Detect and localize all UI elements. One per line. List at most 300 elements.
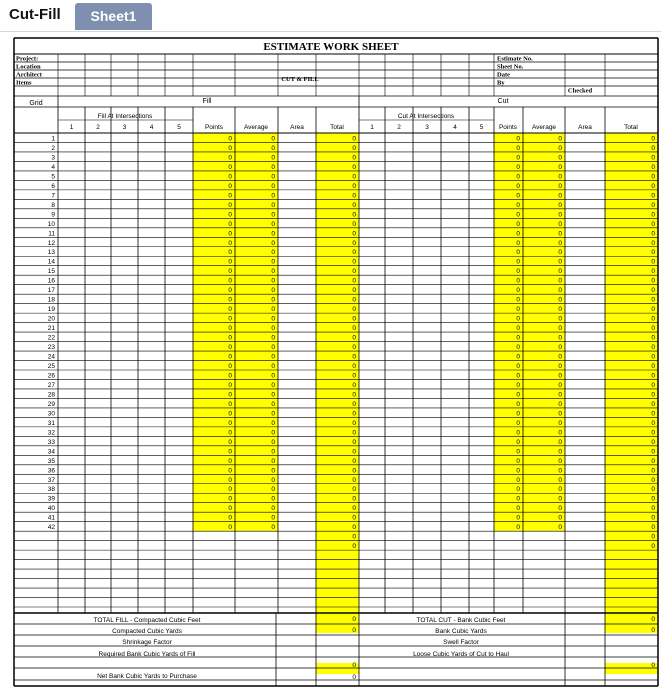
cut-average-value: 0 <box>558 524 562 532</box>
cut-summary-value: 0 <box>651 616 655 623</box>
cut-points-value: 0 <box>516 353 520 361</box>
cut-points-value: 0 <box>516 258 520 266</box>
fill-total-value: 0 <box>352 476 356 484</box>
cut-average-value: 0 <box>558 163 562 171</box>
row-number: 2 <box>51 144 55 152</box>
fill-total-value: 0 <box>352 135 356 143</box>
fill-points-value: 0 <box>228 163 232 171</box>
cut-average-value: 0 <box>558 249 562 257</box>
cut-average-value: 0 <box>558 258 562 266</box>
fill-summary-value: 0 <box>352 662 356 669</box>
cut-points-value: 0 <box>516 438 520 446</box>
fill-total-value: 0 <box>352 400 356 408</box>
cut-points-value: 0 <box>516 457 520 465</box>
fill-summary-label: TOTAL FILL - Compacted Cubic Feet <box>93 617 201 624</box>
fill-average-value: 0 <box>271 287 275 295</box>
fill-total-header: Total <box>330 124 344 131</box>
sheet-title: ESTIMATE WORK SHEET <box>263 41 399 53</box>
fill-points-value: 0 <box>228 514 232 522</box>
fill-average-value: 0 <box>271 438 275 446</box>
header-label: Date <box>497 71 510 79</box>
cut-summary-label: TOTAL CUT - Bank Cubic Feet <box>416 617 506 624</box>
row-number: 20 <box>47 315 55 323</box>
cut-average-value: 0 <box>558 467 562 475</box>
fill-average-value: 0 <box>271 400 275 408</box>
cut-total-value: 0 <box>651 467 655 475</box>
cut-total-value: 0 <box>651 448 655 456</box>
cut-area-header: Area <box>578 124 592 131</box>
fill-average-value: 0 <box>271 144 275 152</box>
cut-summary-value: 0 <box>651 662 655 669</box>
cut-points-value: 0 <box>516 154 520 162</box>
cut-points-value: 0 <box>516 419 520 427</box>
cut-points-value: 0 <box>516 173 520 181</box>
row-number: 40 <box>47 505 55 513</box>
fill-points-value: 0 <box>228 363 232 370</box>
cut-points-value: 0 <box>516 287 520 295</box>
fill-average-value: 0 <box>271 315 275 323</box>
cut-fill-label: CUT & FILL <box>281 76 319 83</box>
fill-points-value: 0 <box>228 211 232 219</box>
row-number: 27 <box>47 381 55 389</box>
fill-average-value: 0 <box>271 524 275 532</box>
cut-average-value: 0 <box>558 381 562 389</box>
cut-average-value: 0 <box>558 372 562 380</box>
cut-average-value: 0 <box>558 211 562 219</box>
fill-total-value: 0 <box>352 230 356 238</box>
row-number: 41 <box>47 514 55 522</box>
cut-average-value: 0 <box>558 334 562 342</box>
cut-average-value: 0 <box>558 419 562 427</box>
fill-intersection-number: 5 <box>177 124 181 131</box>
cut-total-value: 0 <box>651 325 655 333</box>
row-number: 36 <box>47 467 55 475</box>
cut-average-value: 0 <box>558 410 562 418</box>
fill-intersections-label: Fill At Intersections <box>97 113 153 120</box>
cut-points-value: 0 <box>516 344 520 352</box>
row-number: 32 <box>47 429 55 437</box>
cut-total-value: 0 <box>651 277 655 285</box>
fill-total-value: 0 <box>352 353 356 361</box>
cut-average-value: 0 <box>558 505 562 513</box>
fill-average-value: 0 <box>271 429 275 437</box>
cut-points-value: 0 <box>516 239 520 247</box>
cut-average-value: 0 <box>558 438 562 446</box>
row-number: 37 <box>47 476 55 484</box>
cut-average-value: 0 <box>558 476 562 484</box>
cut-points-value: 0 <box>516 230 520 238</box>
fill-points-value: 0 <box>228 410 232 418</box>
cut-total-sum: 0 <box>651 533 655 541</box>
cut-points-value: 0 <box>516 363 520 370</box>
fill-summary-label: Net Bank Cubic Yards to Purchase <box>97 673 197 680</box>
cut-summary-value: 0 <box>651 627 655 634</box>
row-number: 39 <box>47 495 55 503</box>
fill-summary-label: Required Bank Cubic Yards of Fill <box>98 651 196 658</box>
fill-label: Fill <box>202 98 212 105</box>
fill-points-value: 0 <box>228 391 232 399</box>
cut-total-value: 0 <box>651 524 655 532</box>
row-number: 18 <box>47 296 55 304</box>
fill-total-value: 0 <box>352 268 356 276</box>
cut-average-value: 0 <box>558 220 562 228</box>
fill-area-header: Area <box>290 124 304 131</box>
fill-average-value: 0 <box>271 239 275 247</box>
cut-average-value: 0 <box>558 154 562 162</box>
fill-summary-value: 0 <box>352 674 356 681</box>
row-number: 6 <box>51 182 55 190</box>
cut-average-value: 0 <box>558 486 562 494</box>
fill-average-value: 0 <box>271 486 275 494</box>
fill-total-value: 0 <box>352 258 356 266</box>
cut-points-value: 0 <box>516 372 520 380</box>
fill-intersection-number: 3 <box>122 124 127 131</box>
cut-points-value: 0 <box>516 514 520 522</box>
cut-total-value: 0 <box>651 258 655 266</box>
cut-total-value: 0 <box>651 400 655 408</box>
fill-points-value: 0 <box>228 306 232 314</box>
row-number: 42 <box>47 524 55 532</box>
fill-average-value: 0 <box>271 344 275 352</box>
fill-average-value: 0 <box>271 334 275 342</box>
row-number: 11 <box>48 230 55 238</box>
fill-total-value: 0 <box>352 467 356 475</box>
fill-total-value: 0 <box>352 344 356 352</box>
fill-points-value: 0 <box>228 287 232 295</box>
fill-total-value: 0 <box>352 429 356 437</box>
row-number: 24 <box>47 353 55 361</box>
cut-total-value: 0 <box>651 268 655 276</box>
row-number: 28 <box>47 391 55 399</box>
fill-average-value: 0 <box>271 277 275 285</box>
fill-total-value: 0 <box>352 296 356 304</box>
row-number: 34 <box>47 448 55 456</box>
fill-total-value: 0 <box>352 391 356 399</box>
cut-total-value: 0 <box>651 429 655 437</box>
cut-total-value: 0 <box>651 182 655 190</box>
cut-total-value: 0 <box>651 391 655 399</box>
app-title: Cut-Fill <box>9 6 61 23</box>
cut-points-value: 0 <box>516 325 520 333</box>
fill-points-value: 0 <box>228 400 232 408</box>
cut-average-value: 0 <box>558 239 562 247</box>
row-number: 31 <box>47 419 55 427</box>
fill-total-value: 0 <box>352 173 356 181</box>
fill-points-header: Points <box>204 124 224 131</box>
fill-points-value: 0 <box>228 419 232 427</box>
cut-average-value: 0 <box>558 344 562 352</box>
cut-total-value: 0 <box>651 287 655 295</box>
fill-total-value: 0 <box>352 334 356 342</box>
fill-summary-value: 0 <box>352 616 356 623</box>
fill-total-value: 0 <box>352 239 356 247</box>
fill-average-value: 0 <box>271 372 275 380</box>
cut-points-value: 0 <box>516 249 520 257</box>
row-number: 1 <box>51 135 55 143</box>
fill-average-value: 0 <box>271 325 275 333</box>
cut-total-value: 0 <box>651 334 655 342</box>
fill-total-value: 0 <box>352 448 356 456</box>
cut-points-value: 0 <box>516 400 520 408</box>
fill-points-value: 0 <box>228 325 232 333</box>
fill-total-value: 0 <box>352 495 356 503</box>
fill-summary-value: 0 <box>352 627 356 634</box>
cut-points-value: 0 <box>516 524 520 532</box>
row-number: 25 <box>47 363 55 370</box>
fill-average-value: 0 <box>271 296 275 304</box>
checked-label: Checked <box>567 87 593 95</box>
fill-average-value: 0 <box>271 135 275 143</box>
fill-total-value: 0 <box>352 277 356 285</box>
fill-points-value: 0 <box>228 173 232 181</box>
fill-points-value: 0 <box>228 467 232 475</box>
fill-points-value: 0 <box>228 249 232 257</box>
fill-total-value: 0 <box>352 220 356 228</box>
cut-points-value: 0 <box>516 135 520 143</box>
cut-average-value: 0 <box>558 268 562 276</box>
cut-points-value: 0 <box>516 476 520 484</box>
cut-average-value: 0 <box>558 182 562 190</box>
cut-total-sum: 0 <box>651 543 655 551</box>
fill-average-value: 0 <box>271 381 275 389</box>
fill-total-value: 0 <box>352 249 356 257</box>
fill-total-value: 0 <box>352 144 356 152</box>
row-number: 7 <box>51 192 55 200</box>
cut-average-value: 0 <box>558 277 562 285</box>
cut-average-value: 0 <box>558 201 562 209</box>
fill-average-value: 0 <box>271 201 275 209</box>
fill-intersection-number: 2 <box>96 124 100 131</box>
cut-points-value: 0 <box>516 334 520 342</box>
cut-points-value: 0 <box>516 495 520 503</box>
row-number: 33 <box>47 438 55 446</box>
fill-average-value: 0 <box>271 220 275 228</box>
fill-points-value: 0 <box>228 334 232 342</box>
cut-summary-label: Bank Cubic Yards <box>435 628 487 635</box>
row-number: 15 <box>47 268 55 276</box>
cut-points-value: 0 <box>516 391 520 399</box>
cut-average-value: 0 <box>558 287 562 295</box>
cut-total-value: 0 <box>651 410 655 418</box>
cut-points-value: 0 <box>516 144 520 152</box>
cut-average-value: 0 <box>558 135 562 143</box>
fill-total-value: 0 <box>352 372 356 380</box>
cut-label: Cut <box>497 98 509 105</box>
fill-total-value: 0 <box>352 505 356 513</box>
row-number: 17 <box>47 287 55 295</box>
row-number: 3 <box>51 154 55 162</box>
fill-points-value: 0 <box>228 524 232 532</box>
cut-total-value: 0 <box>651 457 655 465</box>
fill-points-value: 0 <box>228 344 232 352</box>
cut-average-value: 0 <box>558 325 562 333</box>
cut-total-value: 0 <box>651 144 655 152</box>
cut-intersection-number: 5 <box>479 124 484 131</box>
fill-total-value: 0 <box>352 192 356 200</box>
fill-summary-label: Shrinkage Factor <box>122 639 172 646</box>
header-label: Estimate No. <box>497 55 533 63</box>
fill-points-value: 0 <box>228 201 232 209</box>
header-label: Architect <box>16 71 42 79</box>
fill-points-value: 0 <box>228 505 232 513</box>
cut-points-value: 0 <box>516 315 520 323</box>
fill-total-value: 0 <box>352 524 356 532</box>
fill-average-value: 0 <box>271 182 275 190</box>
row-number: 13 <box>47 249 55 257</box>
fill-average-value: 0 <box>271 268 275 276</box>
fill-points-value: 0 <box>228 372 232 380</box>
cut-total-value: 0 <box>651 486 655 494</box>
row-number: 22 <box>47 334 55 342</box>
cut-total-value: 0 <box>651 154 655 162</box>
fill-points-value: 0 <box>228 448 232 456</box>
fill-average-value: 0 <box>271 410 275 418</box>
fill-intersection-number: 1 <box>69 124 74 131</box>
fill-average-value: 0 <box>271 391 275 399</box>
fill-average-value: 0 <box>271 163 275 171</box>
header-label: Sheet No. <box>497 63 524 71</box>
header-label: Items <box>16 79 32 87</box>
fill-average-value: 0 <box>271 192 275 200</box>
cut-total-value: 0 <box>651 230 655 238</box>
cut-total-value: 0 <box>651 211 655 219</box>
row-number: 38 <box>47 486 55 494</box>
fill-intersection-number: 4 <box>149 124 154 131</box>
fill-points-value: 0 <box>228 220 232 228</box>
cut-average-value: 0 <box>558 173 562 181</box>
fill-average-value: 0 <box>271 154 275 162</box>
cut-total-value: 0 <box>651 173 655 181</box>
row-number: 21 <box>47 325 55 333</box>
fill-average-value: 0 <box>271 306 275 314</box>
cut-average-value: 0 <box>558 192 562 200</box>
fill-average-value: 0 <box>271 495 275 503</box>
fill-total-value: 0 <box>352 438 356 446</box>
cut-average-value: 0 <box>558 230 562 238</box>
fill-points-value: 0 <box>228 381 232 389</box>
fill-points-value: 0 <box>228 315 232 323</box>
cut-total-value: 0 <box>651 249 655 257</box>
cut-average-value: 0 <box>558 429 562 437</box>
fill-total-value: 0 <box>352 419 356 427</box>
cut-summary-label: Loose Cubic Yards of Cut to Haul <box>413 651 509 658</box>
cut-total-value: 0 <box>651 505 655 513</box>
cut-total-header: Total <box>624 124 638 131</box>
cut-intersection-number: 1 <box>370 124 374 131</box>
cut-average-value: 0 <box>558 144 562 152</box>
cut-points-value: 0 <box>516 296 520 304</box>
cut-total-value: 0 <box>651 135 655 143</box>
fill-points-value: 0 <box>228 438 232 446</box>
cut-intersections-label: Cut At Intersections <box>397 113 455 120</box>
header-label: By <box>497 79 505 87</box>
cut-points-value: 0 <box>516 410 520 418</box>
row-number: 4 <box>51 163 55 171</box>
fill-total-value: 0 <box>352 315 356 323</box>
cut-average-value: 0 <box>558 363 562 370</box>
fill-points-value: 0 <box>228 182 232 190</box>
cut-total-value: 0 <box>651 372 655 380</box>
cut-average-value: 0 <box>558 448 562 456</box>
fill-total-value: 0 <box>352 163 356 171</box>
fill-total-value: 0 <box>352 486 356 494</box>
fill-average-value: 0 <box>271 457 275 465</box>
cut-average-value: 0 <box>558 457 562 465</box>
fill-average-value: 0 <box>271 249 275 257</box>
row-number: 8 <box>51 201 55 209</box>
row-number: 35 <box>47 457 55 465</box>
cut-total-value: 0 <box>651 192 655 200</box>
cut-total-value: 0 <box>651 495 655 503</box>
cut-points-value: 0 <box>516 486 520 494</box>
fill-points-value: 0 <box>228 135 232 143</box>
fill-points-value: 0 <box>228 486 232 494</box>
fill-points-value: 0 <box>228 258 232 266</box>
cut-total-value: 0 <box>651 381 655 389</box>
fill-average-value: 0 <box>271 514 275 522</box>
fill-average-header: Average <box>243 124 269 131</box>
fill-average-value: 0 <box>271 448 275 456</box>
cut-total-value: 0 <box>651 220 655 228</box>
row-number: 23 <box>47 344 55 352</box>
fill-points-value: 0 <box>228 495 232 503</box>
cut-total-value: 0 <box>651 363 655 370</box>
fill-average-value: 0 <box>271 363 275 370</box>
fill-total-value: 0 <box>352 363 356 370</box>
cut-average-value: 0 <box>558 514 562 522</box>
fill-points-value: 0 <box>228 192 232 200</box>
cut-points-value: 0 <box>516 192 520 200</box>
fill-points-value: 0 <box>228 476 232 484</box>
header-label: Location <box>16 63 41 71</box>
row-number: 5 <box>51 173 55 181</box>
cut-total-value: 0 <box>651 438 655 446</box>
cut-points-value: 0 <box>516 163 520 171</box>
cut-summary-label: Swell Factor <box>443 639 479 646</box>
cut-points-value: 0 <box>516 201 520 209</box>
cut-points-value: 0 <box>516 182 520 190</box>
fill-average-value: 0 <box>271 258 275 266</box>
cut-total-value: 0 <box>651 476 655 484</box>
row-number: 16 <box>47 277 55 285</box>
fill-summary-label: Compacted Cubic Yards <box>112 628 182 635</box>
fill-average-value: 0 <box>271 211 275 219</box>
row-number: 19 <box>47 306 55 314</box>
fill-total-value: 0 <box>352 457 356 465</box>
cut-points-value: 0 <box>516 268 520 276</box>
row-number: 29 <box>47 400 55 408</box>
fill-total-value: 0 <box>352 325 356 333</box>
fill-total-sum: 0 <box>352 543 356 551</box>
tab-sheet1[interactable]: Sheet1 <box>75 3 152 30</box>
cut-average-value: 0 <box>558 306 562 314</box>
fill-average-value: 0 <box>271 173 275 181</box>
cut-points-value: 0 <box>516 467 520 475</box>
cut-points-value: 0 <box>516 211 520 219</box>
fill-points-value: 0 <box>228 268 232 276</box>
cut-intersection-number: 4 <box>453 124 457 131</box>
grid-label: Grid <box>29 100 43 107</box>
cut-points-value: 0 <box>516 448 520 456</box>
fill-average-value: 0 <box>271 505 275 513</box>
cut-total-value: 0 <box>651 239 655 247</box>
fill-total-value: 0 <box>352 201 356 209</box>
fill-total-value: 0 <box>352 514 356 522</box>
fill-points-value: 0 <box>228 239 232 247</box>
cut-points-header: Points <box>498 124 518 131</box>
cut-points-value: 0 <box>516 277 520 285</box>
cut-average-value: 0 <box>558 353 562 361</box>
